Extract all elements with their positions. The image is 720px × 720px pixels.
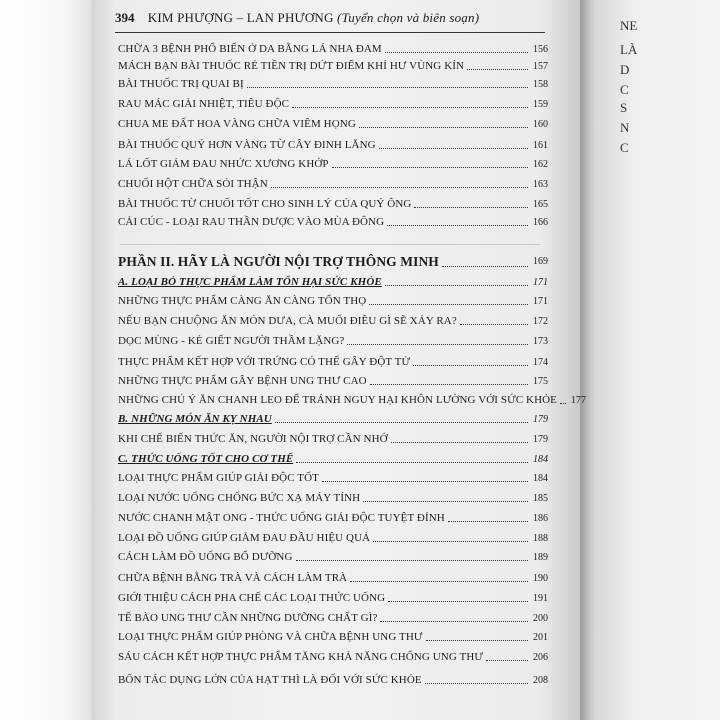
- dot-leader: [385, 52, 528, 53]
- toc-entry-page: 179: [533, 414, 548, 425]
- toc-entry-page: 171: [533, 296, 548, 307]
- faint-divider: [120, 244, 540, 245]
- dot-leader: [560, 403, 566, 404]
- next-page-fragment: LÀ: [620, 42, 638, 57]
- next-page-fragment: D: [620, 62, 630, 77]
- dot-leader: [370, 384, 528, 385]
- dot-leader: [379, 148, 528, 149]
- toc-entry: [118, 467, 548, 485]
- toc-entry: [118, 607, 548, 625]
- toc-entry: [118, 428, 548, 446]
- toc-part-heading: [118, 250, 548, 270]
- dot-leader: [296, 560, 528, 561]
- toc-entry: [118, 193, 548, 211]
- toc-entry-page: 189: [533, 552, 548, 563]
- dot-leader: [322, 481, 528, 482]
- toc-entry-title: BÀI THUỐC TỪ CHUỐI TỐT CHO SINH LÝ CỦA QUÝ ÔNG: [118, 198, 412, 210]
- toc-entry: [118, 93, 548, 111]
- toc-entry-title: LOẠI ĐỒ UỐNG GIÚP GIẢM ĐAU ĐẦU HIỆU QUẢ: [118, 532, 371, 544]
- toc-entry-title: BÀI THUỐC QUÝ HƠN VÀNG TỪ CÂY ĐINH LĂNG: [118, 139, 376, 151]
- toc-entry-page: 186: [533, 513, 548, 524]
- toc-entry: [118, 330, 548, 348]
- toc-entry-title: NHỮNG THỰC PHẨM GÂY BỆNH UNG THƯ CAO: [118, 375, 367, 387]
- dot-leader: [467, 69, 528, 70]
- toc-entry-page: 200: [533, 613, 548, 624]
- toc-entry-title: TẾ BÀO UNG THƯ CẦN NHỮNG DƯỠNG CHẤT GÌ?: [118, 612, 378, 624]
- dot-leader: [369, 304, 528, 305]
- toc-entry-page: 163: [533, 179, 548, 190]
- dot-leader: [413, 365, 528, 366]
- toc-entry-page: 162: [533, 159, 548, 170]
- toc-entry-title: NHỮNG CHÚ Ý ĂN CHANH LEO ĐỂ TRÁNH NGUY HẠI KHÔN LƯỜNG VỚI SỨC KHỎE: [118, 394, 557, 406]
- running-title: [148, 10, 480, 25]
- next-page-fragment: C: [620, 140, 629, 155]
- toc-entry: [118, 370, 548, 388]
- toc-entry-title: DỌC MÙNG - KẺ GIẾT NGƯỜI THẦM LẶNG?: [118, 335, 345, 347]
- toc-entry-page: 172: [533, 316, 548, 327]
- toc-entry-title: CÁCH LÀM ĐỒ UỐNG BỔ DƯỠNG: [118, 551, 293, 563]
- left-margin: [0, 0, 92, 720]
- dot-leader: [347, 344, 528, 345]
- toc-entry-page: 173: [533, 336, 548, 347]
- toc-entry-title: CHUỐI HỘT CHỮA SỎI THẬN: [118, 178, 268, 190]
- toc-entry-title: NƯỚC CHANH MẬT ONG - THỨC UỐNG GIẢI ĐỘC TUYỆT ĐỈNH: [118, 512, 445, 524]
- toc-entry-page: 174: [533, 357, 548, 368]
- dot-leader: [426, 640, 528, 641]
- toc-entry-page: 171: [533, 277, 548, 288]
- toc-entry-page: 185: [533, 493, 548, 504]
- toc-entry-page: 208: [533, 675, 548, 686]
- toc-entry-title: LOẠI THỰC PHẨM GIÚP GIẢI ĐỘC TỐT: [118, 472, 319, 484]
- toc-entry-page: 184: [533, 454, 548, 465]
- next-page-fragment: C: [620, 82, 629, 97]
- toc-entry: [118, 351, 548, 369]
- toc-entry-title: PHẦN II. HÃY LÀ NGƯỜI NỘI TRỢ THÔNG MINH: [118, 254, 439, 269]
- dot-leader: [247, 87, 528, 88]
- toc-entry-title: LOẠI NƯỚC UỐNG CHỐNG BỨC XẠ MÁY TÍNH: [118, 492, 361, 504]
- toc-entry-page: 179: [533, 434, 548, 445]
- toc-entry: [118, 73, 548, 91]
- dot-leader: [385, 285, 528, 286]
- toc-entry-page: 159: [533, 99, 548, 110]
- toc-entry: [118, 153, 548, 171]
- toc-entry-page: 166: [533, 217, 548, 228]
- dot-leader: [387, 225, 528, 226]
- dot-leader: [296, 462, 528, 463]
- toc-entry: [118, 507, 548, 525]
- toc-entry-page: 190: [533, 573, 548, 584]
- toc-entry: [118, 134, 548, 152]
- toc-entry-page: 184: [533, 473, 548, 484]
- toc-entry-title: CẢI CÚC - LOẠI RAU THẦN DƯỢC VÀO MÙA ĐÔNG: [118, 216, 385, 228]
- book-gutter: [580, 0, 596, 720]
- dot-leader: [350, 581, 528, 582]
- dot-leader: [460, 324, 528, 325]
- toc-entry: [118, 567, 548, 585]
- toc-entry-title: RAU MÁC GIẢI NHIỆT, TIÊU ĐỘC: [118, 98, 290, 110]
- toc-entry-title: SÁU CÁCH KẾT HỢP THỰC PHẨM TĂNG KHẢ NĂNG CHỐNG UNG THƯ: [118, 651, 484, 663]
- dot-leader: [373, 541, 528, 542]
- toc-entry: [118, 646, 548, 664]
- subtitle: (Tuyển chọn và biên soạn): [337, 10, 480, 25]
- authors: KIM PHƯỢNG – LAN PHƯƠNG: [147, 10, 334, 25]
- dot-leader: [275, 422, 528, 423]
- toc-entry-title: BỐN TÁC DỤNG LỚN CỦA HẠT THÌ LÀ ĐỐI VỚI SỨC KHỎE: [118, 674, 422, 686]
- toc-entry: [118, 173, 548, 191]
- toc-entry-title: LOẠI THỰC PHẨM GIÚP PHÒNG VÀ CHỮA BỆNH UNG THƯ: [118, 631, 423, 643]
- toc-entry-title: GIỚI THIỆU CÁCH PHA CHẾ CÁC LOẠI THỨC UỐNG: [118, 592, 386, 604]
- dot-leader: [363, 501, 528, 502]
- toc-entry: [118, 113, 548, 131]
- toc-entry: [118, 487, 548, 505]
- toc-entry-title: B. NHỮNG MÓN ĂN KỴ NHAU: [118, 413, 272, 425]
- toc-entry-title: BÀI THUỐC TRỊ QUAI BỊ: [118, 78, 244, 90]
- dot-leader: [442, 266, 528, 267]
- toc-entry-title: LÁ LỐT GIẢM ĐAU NHỨC XƯƠNG KHỚP: [118, 158, 329, 170]
- toc-entry-page: 169: [533, 256, 548, 267]
- toc-section-heading: [118, 408, 548, 426]
- toc-entry-title: CHUA ME ĐẤT HOA VÀNG CHỮA VIÊM HỌNG: [118, 118, 356, 130]
- next-page-fragment: N: [620, 120, 630, 135]
- toc-entry: [118, 211, 548, 229]
- toc-entry-page: 158: [533, 79, 548, 90]
- dot-leader: [486, 660, 528, 661]
- toc-entry-title: KHI CHẾ BIẾN THỨC ĂN, NGƯỜI NỘI TRỢ CẦN NHỚ: [118, 433, 388, 445]
- toc-entry-page: 191: [533, 593, 548, 604]
- toc-entry-title: CHỮA 3 BỆNH PHỔ BIẾN Ở DA BẰNG LÁ NHA ĐAM: [118, 43, 382, 55]
- running-header: [115, 10, 545, 33]
- dot-leader: [448, 521, 528, 522]
- toc-section-heading: [118, 448, 548, 466]
- toc-entry: [118, 527, 548, 545]
- toc-entry-title: CHỮA BỆNH BẰNG TRÀ VÀ CÁCH LÀM TRÀ: [118, 572, 348, 584]
- toc-entry: [118, 626, 548, 644]
- toc-section-heading: [118, 271, 548, 289]
- toc-entry-page: 157: [533, 61, 548, 72]
- toc-entry-page: 177: [570, 395, 586, 406]
- toc-entry-title: NHỮNG THỰC PHẨM CÀNG ĂN CÀNG TỔN THỌ: [118, 295, 367, 307]
- toc-entry-page: 201: [533, 632, 548, 643]
- next-page: [596, 0, 720, 720]
- toc-entry-page: 206: [533, 652, 548, 663]
- dot-leader: [380, 621, 528, 622]
- dot-leader: [292, 107, 528, 108]
- dot-leader: [388, 601, 528, 602]
- next-page-fragment: NE: [620, 18, 638, 33]
- toc-entry-title: C. THỨC UỐNG TỐT CHO CƠ THỂ: [118, 453, 294, 465]
- dot-leader: [391, 442, 528, 443]
- dot-leader: [359, 127, 528, 128]
- toc-entry: [118, 546, 548, 564]
- dot-leader: [271, 187, 528, 188]
- dot-leader: [425, 683, 528, 684]
- toc-entry-title: MÁCH BẠN BÀI THUỐC RẺ TIỀN TRỊ DỨT ĐIỂM KHÍ HƯ VÙNG KÍN: [118, 60, 465, 72]
- toc-entry: [118, 38, 548, 56]
- toc-entry: [118, 587, 548, 605]
- toc-entry: [118, 310, 548, 328]
- dot-leader: [414, 207, 528, 208]
- toc-entry-page: 175: [533, 376, 548, 387]
- toc-entry: [118, 389, 586, 407]
- dot-leader: [332, 167, 528, 168]
- toc-entry-page: 156: [533, 44, 548, 55]
- toc-entry: [118, 669, 548, 687]
- toc-entry-title: NẾU BẠN CHUỘNG ĂN MÓN DƯA, CÀ MUỐI ĐIỀU GÌ SẼ XẢY RA?: [118, 315, 457, 327]
- toc-entry-page: 165: [533, 199, 548, 210]
- next-page-fragment: S: [620, 100, 628, 115]
- page-number: 394: [115, 10, 135, 25]
- toc-entry: [118, 290, 548, 308]
- toc-entry-page: 161: [533, 140, 548, 151]
- toc-entry: [118, 55, 548, 73]
- toc-entry-title: THỰC PHẨM KẾT HỢP VỚI TRỨNG CÓ THỂ GÂY ĐỘT TỬ: [118, 356, 411, 368]
- toc-entry-page: 188: [533, 533, 548, 544]
- toc-entry-page: 160: [533, 119, 548, 130]
- toc-entry-title: A. LOẠI BỎ THỰC PHẨM LÀM TỔN HẠI SỨC KHỎE: [118, 276, 382, 288]
